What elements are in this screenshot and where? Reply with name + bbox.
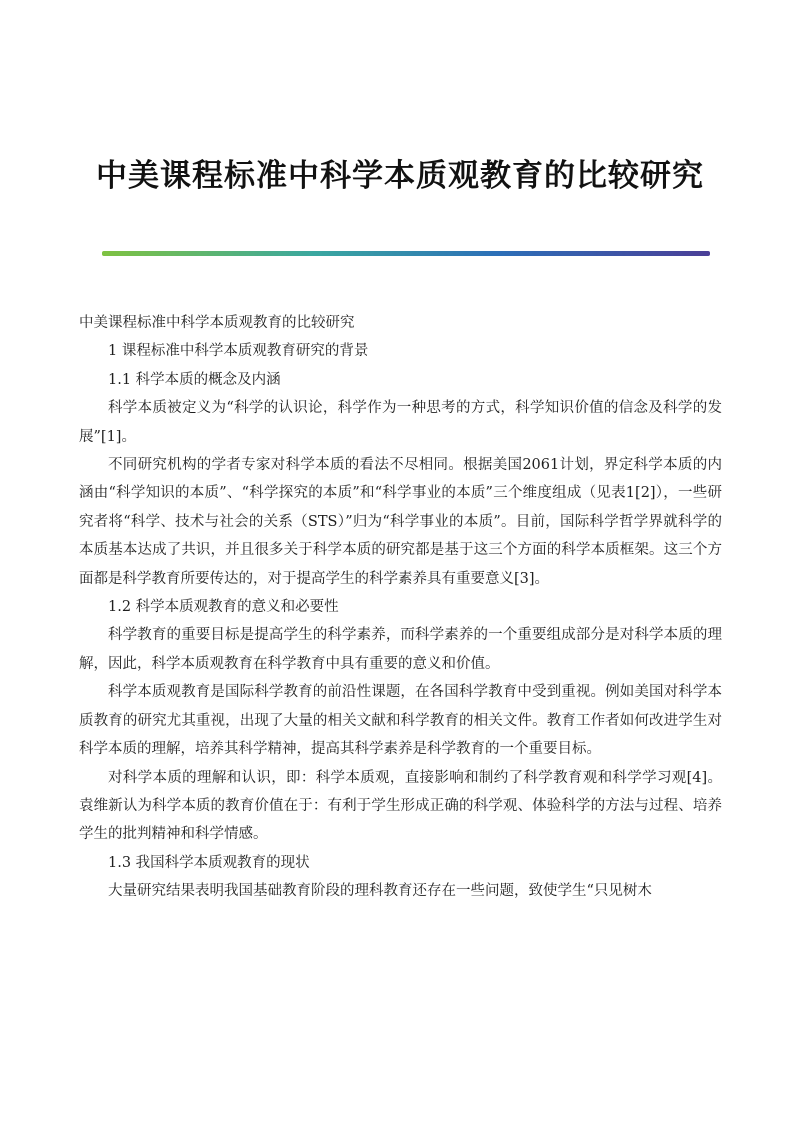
document-title: 中美课程标准中科学本质观教育的比较研究 — [96, 158, 704, 194]
body-paragraph: 科学教育的重要目标是提高学生的科学素养，而科学素养的一个重要组成部分是对科学本质的理解，因此，科学本质观教育在科学教育中具有重要的意义和价值。 — [79, 627, 722, 672]
body-paragraph: 1.2 科学本质观教育的意义和必要性 — [108, 599, 339, 616]
body-paragraph: 1.3 我国科学本质观教育的现状 — [108, 854, 310, 871]
body-paragraph: 中美课程标准中科学本质观教育的比较研究 — [79, 315, 355, 331]
body-paragraph: 科学本质观教育是国际科学教育的前沿性课题，在各国科学教育中受到重视。例如美国对科学本质教育的研究尤其重视，出现了大量的相关文献和科学教育的相关文件。教育工作者如何改进学生对科学本质的理解，培养其科学精神，提高其科学素养是科学教育的一个重要目标。 — [79, 684, 722, 758]
document-body — [79, 309, 722, 906]
body-paragraph: 对科学本质的理解和认识，即：科学本质观，直接影响和制约了科学教育观和科学学习观[4]。袁维新认为科学本质的教育价值在于：有利于学生形成正确的科学观、体验科学的方法与过程、培养学生的批判精神和科学情感。 — [79, 769, 722, 843]
title-divider — [102, 251, 710, 256]
body-paragraph: 1.1 科学本质的概念及内涵 — [108, 371, 281, 388]
body-paragraph: 1 课程标准中科学本质观教育研究的背景 — [108, 343, 369, 360]
body-paragraph: 大量研究结果表明我国基础教育阶段的理科教育还存在一些问题，致使学生“只见树木 — [108, 883, 652, 900]
body-paragraph: 科学本质被定义为“科学的认识论，科学作为一种思考的方式，科学知识价值的信念及科学的发展”[1]。 — [79, 400, 722, 445]
body-paragraph: 不同研究机构的学者专家对科学本质的看法不尽相同。根据美国2061计划，界定科学本质的内涵由“科学知识的本质”、“科学探究的本质”和“科学事业的本质”三个维度组成（见表1[2]），一些研究者将“科学、技术与社会的关系（STS）”归为“科学事业的本质”。目前，国际科学哲学界就科学的本质基本达成了共识，并且很多关于科学本质的研究都是基于这三个方面的科学本质框架。这三个方面都是科学教育所要传达的，对于提高学生的科学素养具有重要意义[3]。 — [79, 457, 722, 587]
